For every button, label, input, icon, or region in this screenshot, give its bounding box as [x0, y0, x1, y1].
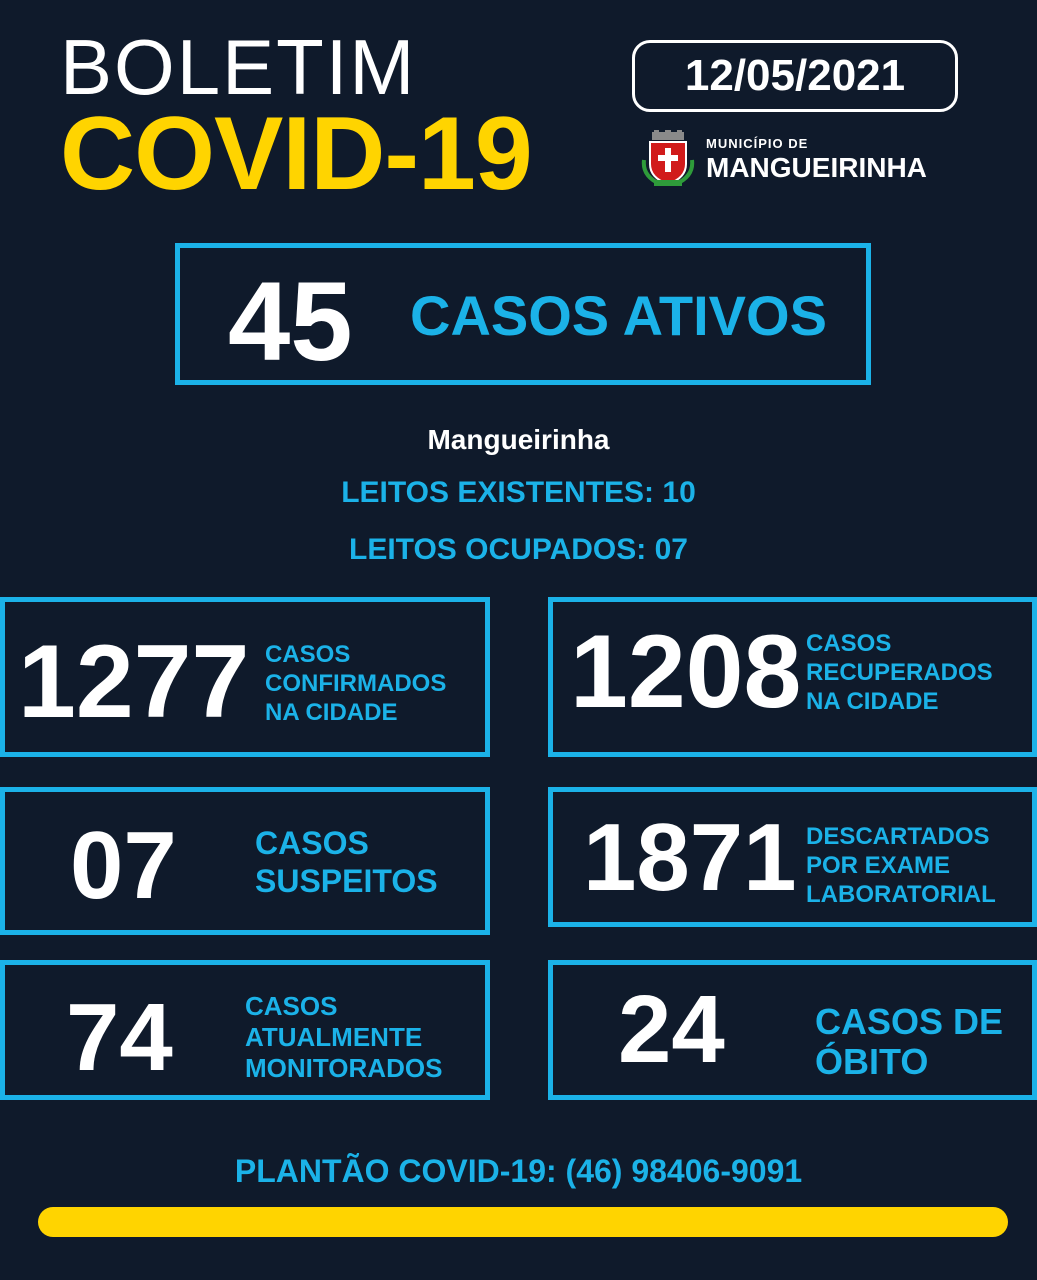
suspected-label: CASOS SUSPEITOS	[255, 825, 438, 900]
beds-occupied: LEITOS OCUPADOS: 07	[349, 533, 688, 566]
title-covid: COVID-19	[60, 96, 532, 212]
beds-existing: LEITOS EXISTENTES: 10	[341, 476, 696, 509]
active-cases-value: 45	[228, 259, 353, 384]
municipality-name: MANGUEIRINHA	[706, 151, 927, 183]
city-name: Mangueirinha	[427, 424, 610, 455]
municipality-prefix: MUNICÍPIO DE	[706, 135, 809, 151]
active-cases-label: CASOS ATIVOS	[410, 284, 827, 347]
deaths-value: 24	[618, 976, 725, 1083]
discarded-value: 1871	[583, 804, 797, 911]
date-text: 12/05/2021	[684, 51, 906, 100]
deaths-label: CASOS DE ÓBITO	[815, 1001, 1004, 1082]
coat-of-arms-icon	[640, 130, 696, 188]
monitored-label: CASOS ATUALMENTE MONITORADOS	[245, 991, 443, 1084]
municipality-logo	[640, 130, 927, 188]
hotline-text: PLANTÃO COVID-19: (46) 98406-9091	[234, 1153, 803, 1189]
title-boletim: BOLETIM	[60, 23, 417, 111]
confirmed-label: CASOS CONFIRMADOS NA CIDADE	[265, 641, 447, 726]
monitored-value: 74	[66, 984, 173, 1091]
recovered-label: CASOS RECUPERADOS NA CIDADE	[806, 630, 993, 715]
confirmed-value: 1277	[18, 624, 250, 740]
date-badge	[632, 40, 958, 112]
recovered-value: 1208	[570, 614, 802, 730]
suspected-value: 07	[70, 812, 177, 919]
discarded-label: DESCARTADOS POR EXAME LABORATORIAL	[806, 823, 996, 908]
footer-bar	[38, 1207, 1008, 1237]
